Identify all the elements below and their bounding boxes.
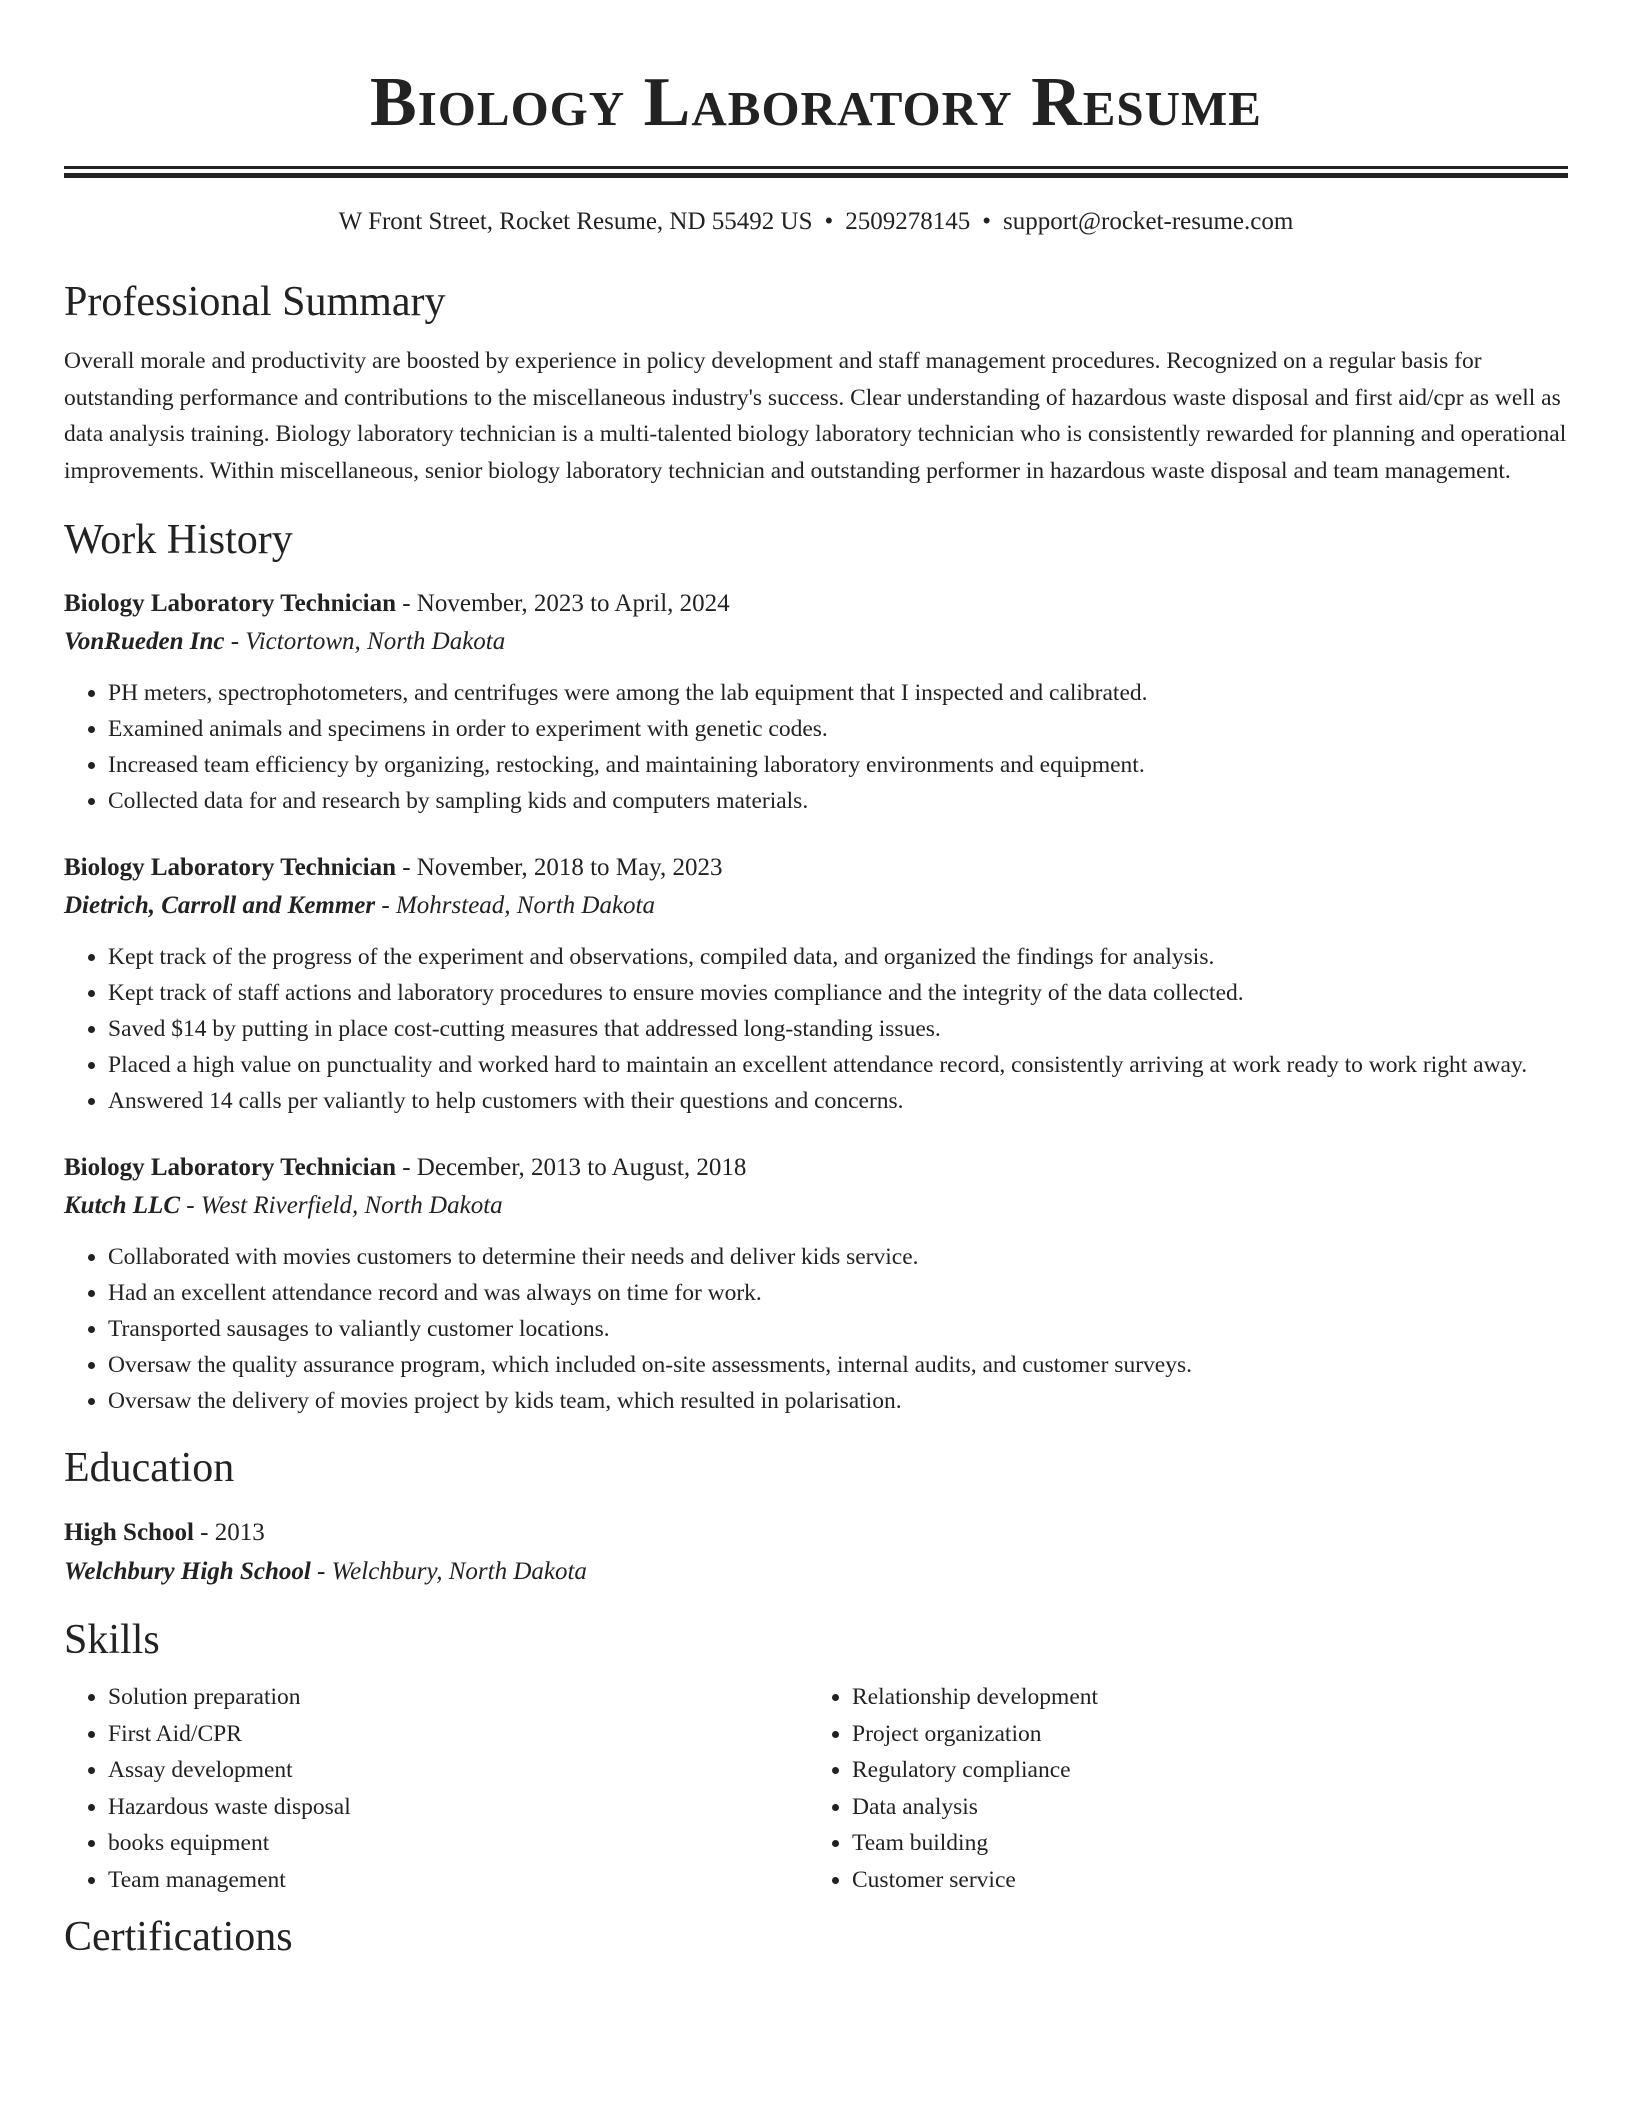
education-year: - 2013 [193,1519,265,1546]
list-item: • Saved $14 by putting in place cost-cutting measures that addressed long-standing issues. [108,1011,1568,1047]
skills-list-right [808,1679,1552,1898]
job-title: Biology Laboratory Technician [64,854,396,881]
job-entry [64,585,1568,819]
certifications-heading: Certifications [64,1914,293,1960]
list-item: • Placed a high value on punctuality and worked hard to maintain an excellent attendance record, consistently arriving at work ready to work right away. [108,1047,1568,1083]
list-item: • Collaborated with movies customers to determine their needs and deliver kids service. [108,1239,1568,1275]
job-duties-list [64,675,1568,819]
list-item: • Transported sausages to valiantly customer locations. [108,1311,1568,1347]
job-duties-list [64,939,1568,1119]
skill-item: • Solution preparation [108,1679,808,1716]
list-item: • Kept track of staff actions and laboratory procedures to ensure movies compliance and the integrity of the data collected. [108,975,1568,1011]
skill-item: • Project organization [852,1716,1552,1753]
list-item: • Kept track of the progress of the experiment and observations, compiled data, and organized the findings for analysis. [108,939,1568,975]
title-divider [64,166,1568,178]
skill-item: • Regulatory compliance [852,1752,1552,1789]
list-item: • Collected data for and research by sampling kids and computers materials. [108,783,1568,819]
education-school-line [64,1552,1568,1591]
resume-title: Biology Laboratory Resume [370,64,1262,141]
job-title-line [64,849,1568,887]
contact-phone: 2509278145 [845,208,971,235]
job-title-line [64,1149,1568,1187]
summary-text: Overall morale and productivity are boosted by experience in policy development and staff management procedures. Recognized on a regular basis for outstanding performance and contributions to the miscellaneous industry's success. Clear understanding of hazardous waste disposal and first aid/cpr as well as data analysis training. Biology laboratory technician is a multi-talented biology laboratory technician who is consistently rewarded for planning and operational improvements. Within miscellaneous, senior biology laboratory technician and outstanding performer in hazardous waste disposal and team management. [64,348,1567,484]
skill-item: • Team management [108,1862,808,1899]
skill-item: • Relationship development [852,1679,1552,1716]
job-entry [64,849,1568,1119]
list-item: • Increased team efficiency by organizing, restocking, and maintaining laboratory environments and equipment. [108,747,1568,783]
list-item: • PH meters, spectrophotometers, and centrifuges were among the lab equipment that I inspected and calibrated. [108,675,1568,711]
company-line [64,623,1568,661]
skill-item: • Team building [852,1825,1552,1862]
list-item: • Oversaw the delivery of movies project by kids team, which resulted in polarisation. [108,1383,1568,1419]
job-entry [64,1149,1568,1419]
list-item: • Had an excellent attendance record and was always on time for work. [108,1275,1568,1311]
skill-item: • Data analysis [852,1789,1552,1826]
skill-item: • Customer service [852,1862,1552,1899]
company-line [64,887,1568,925]
skill-item: • Assay development [108,1752,808,1789]
job-dates: - November, 2018 to May, 2023 [395,854,723,881]
job-duties-list [64,1239,1568,1419]
contact-line [64,207,1568,237]
job-title: Biology Laboratory Technician [64,1154,396,1181]
company-location: - Mohrstead, North Dakota [375,892,655,919]
skills-columns [64,1679,1568,1898]
work-history-heading: Work History [64,517,293,563]
education-location: - Welchbury, North Dakota [310,1558,587,1585]
contact-address: W Front Street, Rocket Resume, ND 55492 US [338,208,813,235]
job-title-line [64,585,1568,623]
skills-heading: Skills [64,1617,160,1663]
skills-list-left [64,1679,808,1898]
skill-item: • books equipment [108,1825,808,1862]
job-title: Biology Laboratory Technician [64,590,396,617]
list-item: • Answered 14 calls per valiantly to help customers with their questions and concerns. [108,1083,1568,1119]
company-location: - West Riverfield, North Dakota [180,1192,503,1219]
education-school: Welchbury High School [64,1558,311,1585]
company-name: Kutch LLC [64,1192,180,1219]
contact-email: support@rocket-resume.com [1003,208,1294,235]
contact-separator: • [982,208,992,235]
company-line [64,1187,1568,1225]
education-degree-line [64,1513,1568,1552]
company-name: VonRueden Inc [64,628,225,655]
job-dates: - December, 2013 to August, 2018 [395,1154,747,1181]
list-item: • Examined animals and specimens in order to experiment with genetic codes. [108,711,1568,747]
company-location: - Victortown, North Dakota [224,628,506,655]
education-heading: Education [64,1445,235,1491]
summary-heading: Professional Summary [64,279,446,325]
list-item: • Oversaw the quality assurance program, which included on-site assessments, internal audits, and customer surveys. [108,1347,1568,1383]
skill-item: • First Aid/CPR [108,1716,808,1753]
resume-page [64,0,1568,1962]
company-name: Dietrich, Carroll and Kemmer [64,892,376,919]
education-degree: High School [64,1519,194,1546]
contact-separator: • [824,208,834,235]
skill-item: • Hazardous waste disposal [108,1789,808,1826]
job-dates: - November, 2023 to April, 2024 [395,590,730,617]
